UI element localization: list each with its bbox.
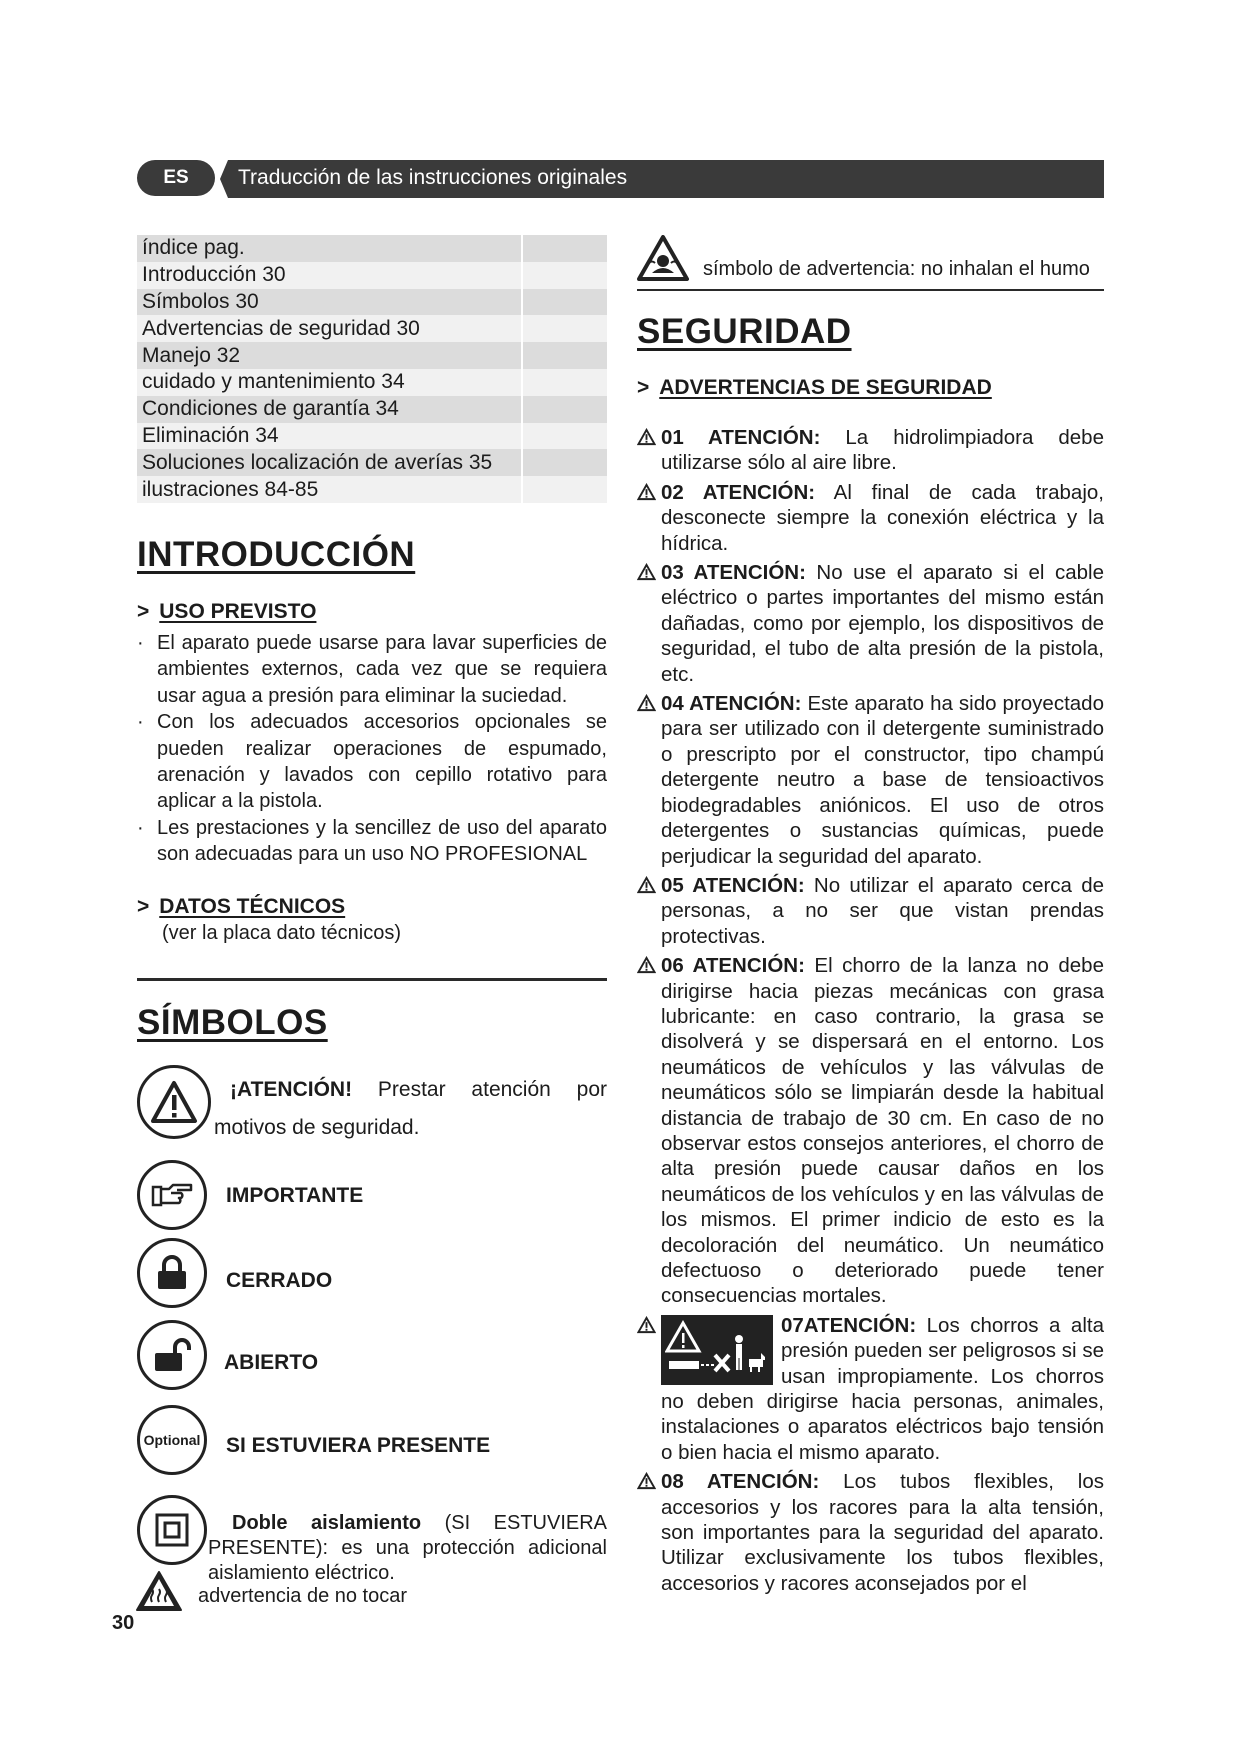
section-divider	[637, 289, 1104, 291]
warning-item: 04 ATENCIÓN: Este aparato ha sido proyectado para ser utilizado con il detergente suministrado o prescripto por el constructor, tipo champú detergente neutro a base de tensioactivos biodegradables aniónicos. El uso de otros detergentes o sustancias químicas, puede perjudicar la seguridad del aparato.	[637, 691, 1104, 869]
advertencias-heading: > ADVERTENCIAS DE SEGURIDAD	[637, 376, 992, 399]
index-entry[interactable]: Condiciones de garantía 34	[137, 396, 522, 423]
no-spray-pictogram-icon	[661, 1315, 773, 1385]
index-entry[interactable]: índice pag.	[137, 235, 522, 262]
warning-triangle-icon	[637, 956, 656, 974]
warning-item: 08 ATENCIÓN: Los tubos flexibles, los accesorios y los racores para la alta tensión, son importantes para la seguridad del aparato. Utilizar exclusivamente los tubos flexibles, accesorios y racores aconsejados por el	[637, 1469, 1104, 1596]
warning-item: 07ATENCIÓN: Los chorros a alta presión pueden ser peligrosos si se usan impropiamente. Los chorros no deben dirigirse hacia personas, animales, instalaciones o aparatos eléctricos bajo tensión o bien hacia el mismo aparato.	[637, 1313, 1104, 1465]
pointing-hand-icon	[137, 1160, 207, 1230]
warning-item: 01 ATENCIÓN: La hidrolimpiadora debe utilizarse sólo al aire libre.	[637, 425, 1104, 476]
index-entry[interactable]: Eliminación 34	[137, 423, 522, 450]
index-row	[137, 423, 607, 450]
humo-warning-text: símbolo de advertencia: no inhalan el humo	[703, 258, 1090, 280]
warning-item: 02 ATENCIÓN: Al final de cada trabajo, desconecte siempre la conexión eléctrica y la hídrica.	[637, 480, 1104, 556]
warning-triangle-icon	[637, 483, 656, 501]
no-smoke-warning-icon	[637, 235, 689, 286]
warning-triangle-icon	[637, 428, 656, 446]
page-number: 30	[112, 1612, 135, 1634]
index-entry[interactable]: Símbolos 30	[137, 289, 522, 316]
atencion-description: ¡ATENCIÓN! Prestar atención por motivos de seguridad.	[214, 1078, 607, 1139]
hot-surface-icon	[135, 1570, 183, 1617]
section-divider	[137, 978, 607, 981]
index-row	[137, 369, 607, 396]
warning-triangle-icon	[637, 1472, 656, 1490]
header-title: Traducción de las instrucciones originales	[238, 166, 628, 189]
language-badge: ES	[137, 160, 215, 196]
index-entry[interactable]: ilustraciones 84-85	[137, 476, 522, 503]
lock-open-icon	[137, 1320, 207, 1390]
datos-tecnicos-note: (ver la placa dato técnicos)	[162, 922, 402, 944]
index-entry[interactable]: Manejo 32	[137, 342, 522, 369]
index-entry[interactable]: cuidado y mantenimiento 34	[137, 369, 522, 396]
index-row	[137, 396, 607, 423]
warning-triangle-icon	[637, 876, 656, 894]
warning-triangle-icon	[637, 1316, 656, 1334]
list-item: · Con los adecuados accesorios opcionales se pueden realizar operaciones de espumado, arenación y lavados con cepillo rotativo para aplicar a la pistola.	[137, 709, 607, 815]
warning-item: 06 ATENCIÓN: El chorro de la lanza no debe dirigirse hacia piezas mecánicas con grasa lubricante: en caso contrario, la grasa se disolverá y se dispersará en el entorno. Los neumáticos de vehículos y las válvulas de neumáticos sólo se limpiarán desde la habitual distancia de trabajo de 30 cm. En caso de no observar estos consejos anteriores, el chorro de alta presión puede causar daños en los neumáticos de los vehículos y en las válvulas de los mismos. El primer indicio de esto es la decoloración del neumático. Un neumático defectuoso o deteriorado puede tener consecuencias mortales.	[637, 953, 1104, 1309]
index-entry[interactable]: Soluciones localización de averías 35	[137, 449, 522, 476]
cerrado-label: CERRADO	[226, 1269, 333, 1292]
optional-icon: Optional	[137, 1405, 207, 1475]
list-item: · Les prestaciones y la sencillez de uso del aparato son adecuadas para un uso NO PROFESIONAL	[137, 815, 607, 868]
double-insulation-icon	[137, 1495, 207, 1565]
warning-triangle-icon	[637, 694, 656, 712]
simbolos-title: SÍMBOLOS	[137, 1003, 328, 1042]
warnings-list	[637, 425, 1104, 1600]
importante-label: IMPORTANTE	[226, 1184, 364, 1207]
si-estuviera-presente-label: SI ESTUVIERA PRESENTE	[226, 1434, 491, 1457]
lock-closed-icon	[137, 1238, 207, 1308]
index-entry[interactable]: Advertencias de seguridad 30	[137, 315, 522, 342]
index-row	[137, 342, 607, 369]
index-row	[137, 315, 607, 342]
warning-circle-icon	[137, 1065, 211, 1139]
header-bar	[228, 160, 1104, 198]
abierto-label: ABIERTO	[224, 1351, 319, 1374]
warning-item: 03 ATENCIÓN: No use el aparato si el cable eléctrico o partes importantes del mismo están dañadas, como por ejemplo, los dispositivos de seguridad, el tubo de alta presión de la pistola, etc.	[637, 560, 1104, 687]
index-row	[137, 235, 607, 262]
index-row	[137, 476, 607, 503]
uso-previsto-heading: > USO PREVISTO	[137, 600, 317, 623]
seguridad-title: SEGURIDAD	[637, 312, 852, 351]
intro-title: INTRODUCCIÓN	[137, 535, 416, 574]
uso-previsto-list	[137, 630, 607, 868]
warning-item: 05 ATENCIÓN: No utilizar el aparato cerca de personas, a no ser que vistan prendas protectivas.	[637, 873, 1104, 949]
list-item: · El aparato puede usarse para lavar superficies de ambientes externos, cada vez que se requiera usar agua a presión para eliminar la suciedad.	[137, 630, 607, 709]
doble-aislamiento-description: Doble aislamiento (SI ESTUVIERA PRESENTE): es una protección adicional aislamiento eléctrico.	[208, 1512, 607, 1584]
index-row	[137, 449, 607, 476]
index-entry[interactable]: Introducción 30	[137, 262, 522, 289]
index-row	[137, 289, 607, 316]
no-tocar-label: advertencia de no tocar	[198, 1585, 408, 1607]
datos-tecnicos-heading: > DATOS TÉCNICOS	[137, 895, 346, 918]
warning-triangle-icon	[637, 563, 656, 581]
index-row	[137, 262, 607, 289]
index-table	[137, 235, 607, 503]
